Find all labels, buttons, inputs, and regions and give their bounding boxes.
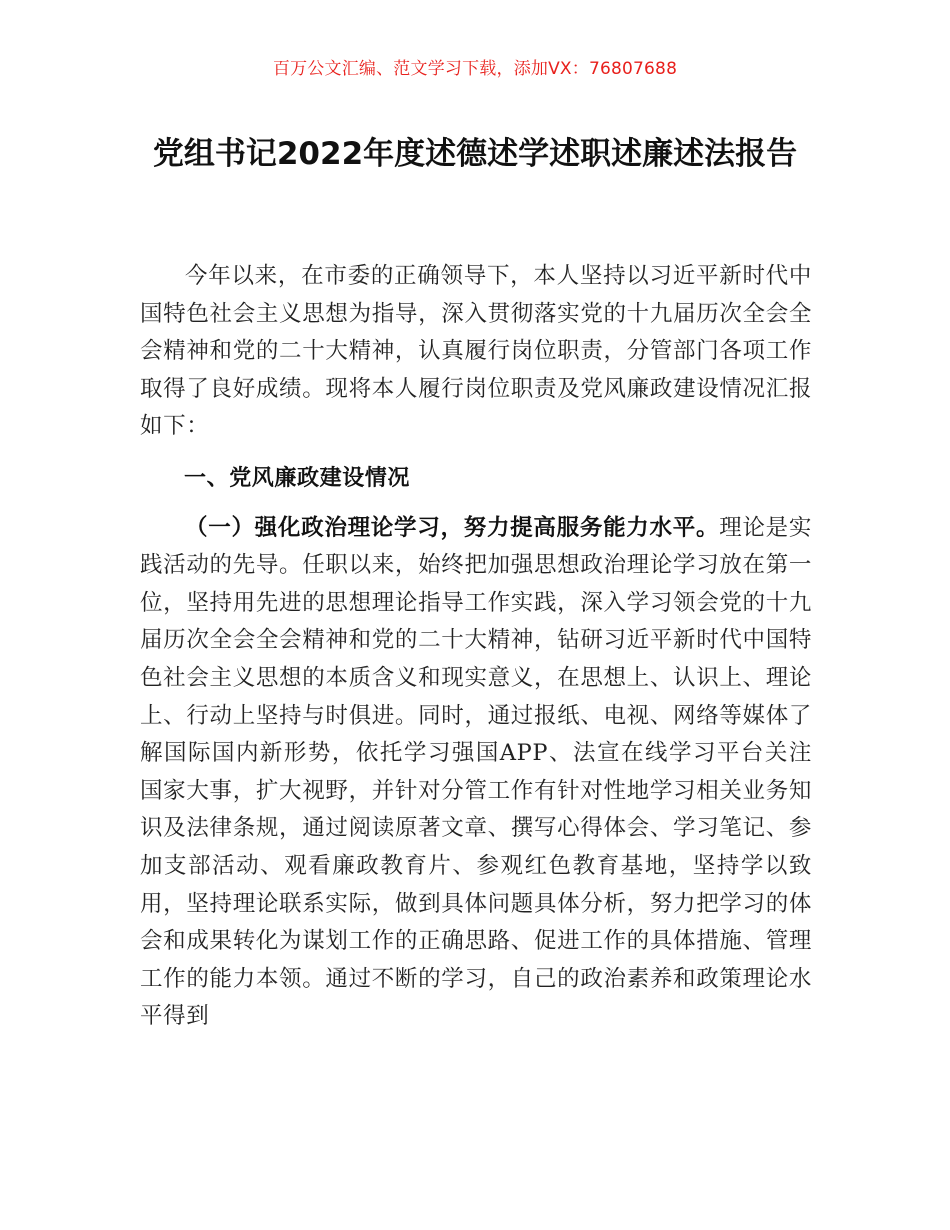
subsection-text: 理论是实践活动的先导。任职以来，始终把加强思想政治理论学习放在第一位，坚持用先进的思想理论指导工作实践，深入学习领会党的十九届历次全会全会精神和党的二十大精神，钻研习近平新时代中国特色社会主义思想的本质含义和现实意义，在思想上、认识上、理论上、行动上坚持与时俱进。同时，通过报纸、电视、网络等媒体了解国际国内新形势，依托学习强国APP、法宣在线学习平台关注国家大事，扩大视野，并针对分管工作有针对性地学习相关业务知识及法律条规，通过阅读原著文章、撰写心得体会、学习笔记、参加支部活动、观看廉政教育片、参观红色教育基地，坚持学以致用，坚持理论联系实际，做到具体问题具体分析，努力把学习的体会和成果转化为谋划工作的正确思路、促进工作的具体措施、管理工作的能力本领。通过不断的学习，自己的政治素养和政策理论水平得到	[140, 514, 812, 1030]
intro-paragraph: 今年以来，在市委的正确领导下，本人坚持以习近平新时代中国特色社会主义思想为指导，深入贯彻落实党的十九届历次全会全会精神和党的二十大精神，认真履行岗位职责，分管部门各项工作取得了良好成绩。现将本人履行岗位职责及党风廉政建设情况汇报如下：	[140, 263, 812, 440]
document-title: 党组书记2022年度述德述学述职述廉述法报告	[152, 135, 798, 172]
watermark-header: 百万公文汇编、范文学习下载，添加VX：76807688	[272, 59, 678, 79]
subsection-lead: （一）强化政治理论学习，努力提高服务能力水平。	[185, 514, 720, 541]
document-body	[140, 258, 812, 1036]
subsection-paragraph	[140, 510, 812, 1036]
section-heading: 一、党风廉政建设情况	[184, 465, 411, 491]
